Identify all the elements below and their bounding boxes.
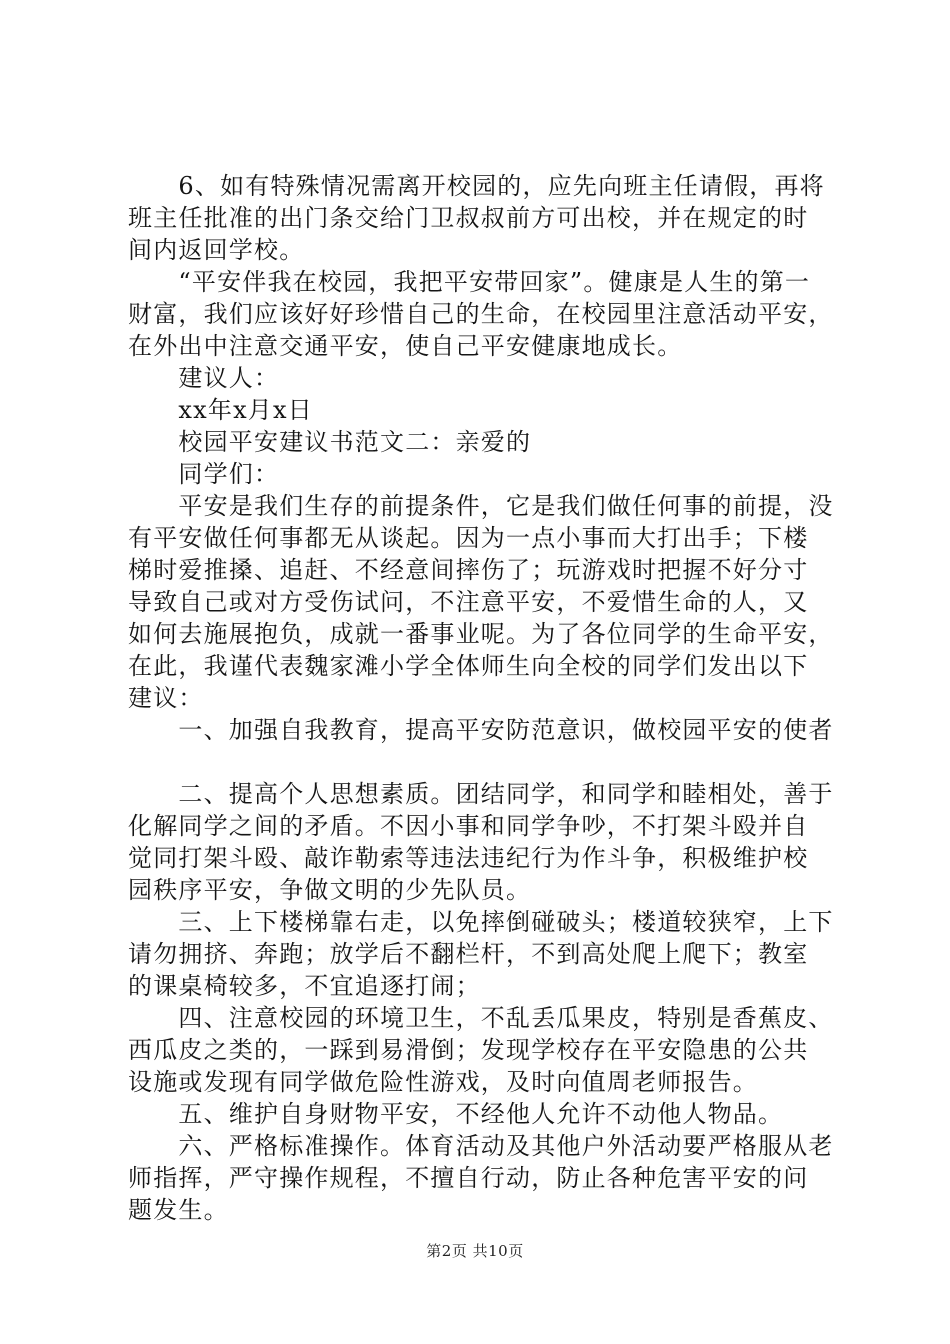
page-number-footer: 第2页 共10页 <box>426 1242 524 1260</box>
paragraph-line: xx年x月x日 <box>128 396 313 424</box>
paragraph-line: 平安是我们生存的前提条件，它是我们做任何事的前提，没 <box>128 492 834 520</box>
paragraph-line: “平安伴我在校园，我把平安带回家”。健康是人生的第一 <box>128 268 811 296</box>
paragraph-line: 6、如有特殊情况需离开校园的，应先向班主任请假，再将 <box>128 172 825 200</box>
paragraph-line: 觉同打架斗殴、敲诈勒索等违法违纪行为作斗争，积极维护校 <box>128 844 809 872</box>
paragraph-line: 导致自己或对方受伤试问，不注意平安，不爱惜生命的人，又 <box>128 588 809 616</box>
paragraph-line: 间内返回学校。 <box>128 236 305 264</box>
paragraph-line: 六、严格标准操作。体育活动及其他户外活动要严格服从老 <box>128 1132 834 1160</box>
paragraph-line: 有平安做任何事都无从谈起。因为一点小事而大打出手；下楼 <box>128 524 809 552</box>
paragraph-line: 建议人： <box>128 364 280 392</box>
paragraph-line: 园秩序平安，争做文明的少先队员。 <box>128 876 532 904</box>
paragraph-line: 建议： <box>128 684 204 712</box>
paragraph-line: 同学们： <box>128 460 280 488</box>
paragraph-line: 题发生。 <box>128 1196 229 1224</box>
paragraph-line: 四、注意校园的环境卫生，不乱丢瓜果皮，特别是香蕉皮、 <box>128 1004 834 1032</box>
paragraph-line: 财富，我们应该好好珍惜自己的生命，在校园里注意活动平安， <box>128 300 834 328</box>
paragraph-line: 五、维护自身财物平安，不经他人允许不动他人物品。 <box>128 1100 784 1128</box>
paragraph-line: 一、加强自我教育，提高平安防范意识，做校园平安的使者 <box>128 716 834 744</box>
paragraph-line: 梯时爱推搡、追赶、不经意间摔伤了；玩游戏时把握不好分寸 <box>128 556 809 584</box>
paragraph-line: 二、提高个人思想素质。团结同学，和同学和睦相处，善于 <box>128 780 834 808</box>
paragraph-line: 设施或发现有同学做危险性游戏，及时向值周老师报告。 <box>128 1068 758 1096</box>
paragraph-line: 师指挥，严守操作规程，不擅自行动，防止各种危害平安的问 <box>128 1164 809 1192</box>
paragraph-line: 化解同学之间的矛盾。不因小事和同学争吵，不打架斗殴并自 <box>128 812 809 840</box>
paragraph-line: 在此，我谨代表魏家滩小学全体师生向全校的同学们发出以下 <box>128 652 809 680</box>
paragraph-line: 西瓜皮之类的，一踩到易滑倒；发现学校存在平安隐患的公共 <box>128 1036 809 1064</box>
paragraph-line: 班主任批准的出门条交给门卫叔叔前方可出校，并在规定的时 <box>128 204 809 232</box>
paragraph-line: 的课桌椅较多，不宜追逐打闹； <box>128 972 481 1000</box>
paragraph-line: 校园平安建议书范文二：亲爱的 <box>128 428 532 456</box>
paragraph-line: 在外出中注意交通平安，使自己平安健康地成长。 <box>128 332 683 360</box>
paragraph-line: 三、上下楼梯靠右走，以免摔倒碰破头；楼道较狭窄，上下 <box>128 908 834 936</box>
paragraph-line: 请勿拥挤、奔跑；放学后不翻栏杆，不到高处爬上爬下；教室 <box>128 940 809 968</box>
paragraph-line: 如何去施展抱负，成就一番事业呢。为了各位同学的生命平安， <box>128 620 834 648</box>
